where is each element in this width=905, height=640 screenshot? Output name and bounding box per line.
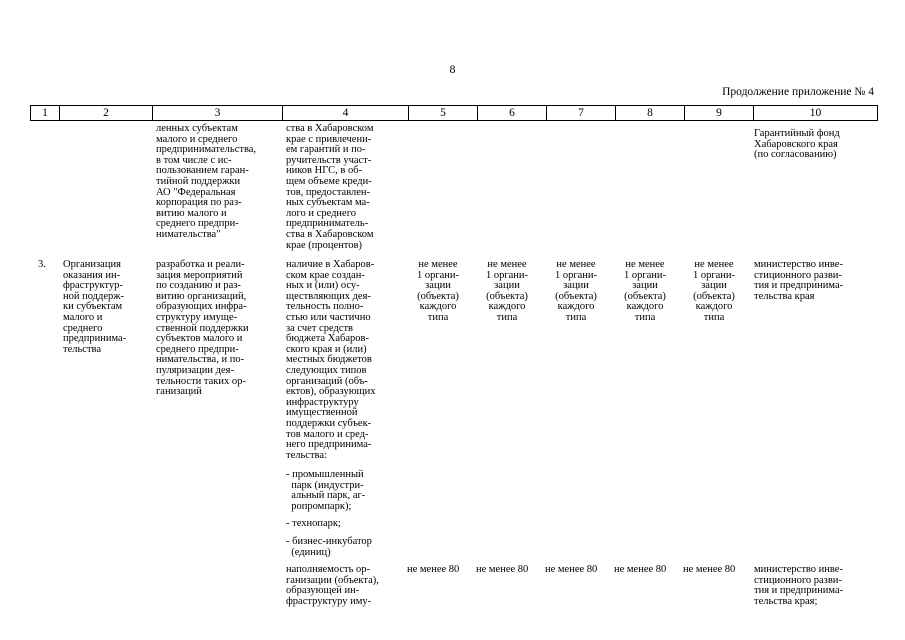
header-cell: 9 <box>685 106 754 121</box>
cell-target: не менее 80 <box>476 564 529 575</box>
cell-target: не менее 80 <box>545 564 598 575</box>
cell-executor: министерство инве- стиционного разви- тия и предпринима- тельства края; <box>754 564 844 607</box>
header-cell: 3 <box>153 106 283 121</box>
header-cell: 1 <box>31 106 60 121</box>
cell-indicator: наличие в Хабаров- ском крае создан- ных и (или) осу- ществляющих дея- тельность полно- стью или частично за счет средств бюджета Хабаров- ского края и (или) местных бюджетов следующих типов организаций (объ- ектов), образующих инфраструктуру имущественной поддержки субъек- тов малого и сред- него предпринима- тельства: <box>286 259 376 461</box>
header-cell: 5 <box>409 106 478 121</box>
cell-executor-cont: Гарантийный фонд Хабаровского края (по согласованию) <box>754 128 840 161</box>
cell-target: не менее 1 органи- зации (объекта) каждого типа <box>554 259 598 323</box>
cell-target: не менее 80 <box>614 564 667 575</box>
cell-task: Организация оказания ин- фраструктур- ной поддерж- ки субъектам малого и среднего предпринима- тельства <box>63 259 127 355</box>
cell-target: не менее 1 органи- зации (объекта) каждого типа <box>623 259 667 323</box>
cell-target: не менее 80 <box>407 564 460 575</box>
header-cell: 6 <box>478 106 547 121</box>
table-header <box>30 105 878 121</box>
cell-target: не менее 1 органи- зации (объекта) каждого типа <box>692 259 736 323</box>
header-cell: 4 <box>283 106 409 121</box>
continuation-title: Продолжение приложение № 4 <box>722 86 874 98</box>
cell-indicator-cont: ства в Хабаровском крае с привлечени- ем гарантий и по- ручительств участ- ников НГС, в об- щем объеме креди- тов, предоставлен- ных субъектам ма- лого и среднего предприниматель- ства в Хабаровском крае (процентов) <box>286 123 374 251</box>
cell-target: не менее 1 органи- зации (объекта) каждого типа <box>485 259 529 323</box>
header-cell: 8 <box>616 106 685 121</box>
cell-measures-cont: ленных субъектам малого и среднего предпринимательства, в том числе с ис- пользованием гаран- тийной поддержки АО "Федеральная корпорация по раз- витию малого и среднего предпри- нимательства" <box>156 123 257 240</box>
cell-indicator: наполняемость ор- ганизации (объекта), образующей ин- фраструктуру иму- <box>286 564 379 607</box>
cell-measures: разработка и реали- зация мероприятий по созданию и раз- витию организаций, образующих инфра- структуру имуще- ственной поддержки субъектов малого и среднего предпри- нимательства, и по- пуляризации дея- тельности таких ор- ганизаций <box>156 259 249 398</box>
cell-indicator-item: - бизнес-инкубатор (единиц) <box>286 536 372 558</box>
header-cell: 7 <box>547 106 616 121</box>
cell-target: не менее 80 <box>683 564 736 575</box>
cell-target: не менее 1 органи- зации (объекта) каждого типа <box>416 259 460 323</box>
row-number: 3. <box>38 259 46 270</box>
cell-executor: министерство инве- стиционного разви- тия и предпринима- тельства края <box>754 259 844 302</box>
page-number: 8 <box>449 62 456 76</box>
cell-indicator-item: - технопарк; <box>286 518 341 529</box>
header-cell: 2 <box>60 106 153 121</box>
header-cell: 10 <box>754 106 878 121</box>
cell-indicator-item: - промышленный парк (индустри- альный парк, аг- ропромпарк); <box>286 469 366 512</box>
